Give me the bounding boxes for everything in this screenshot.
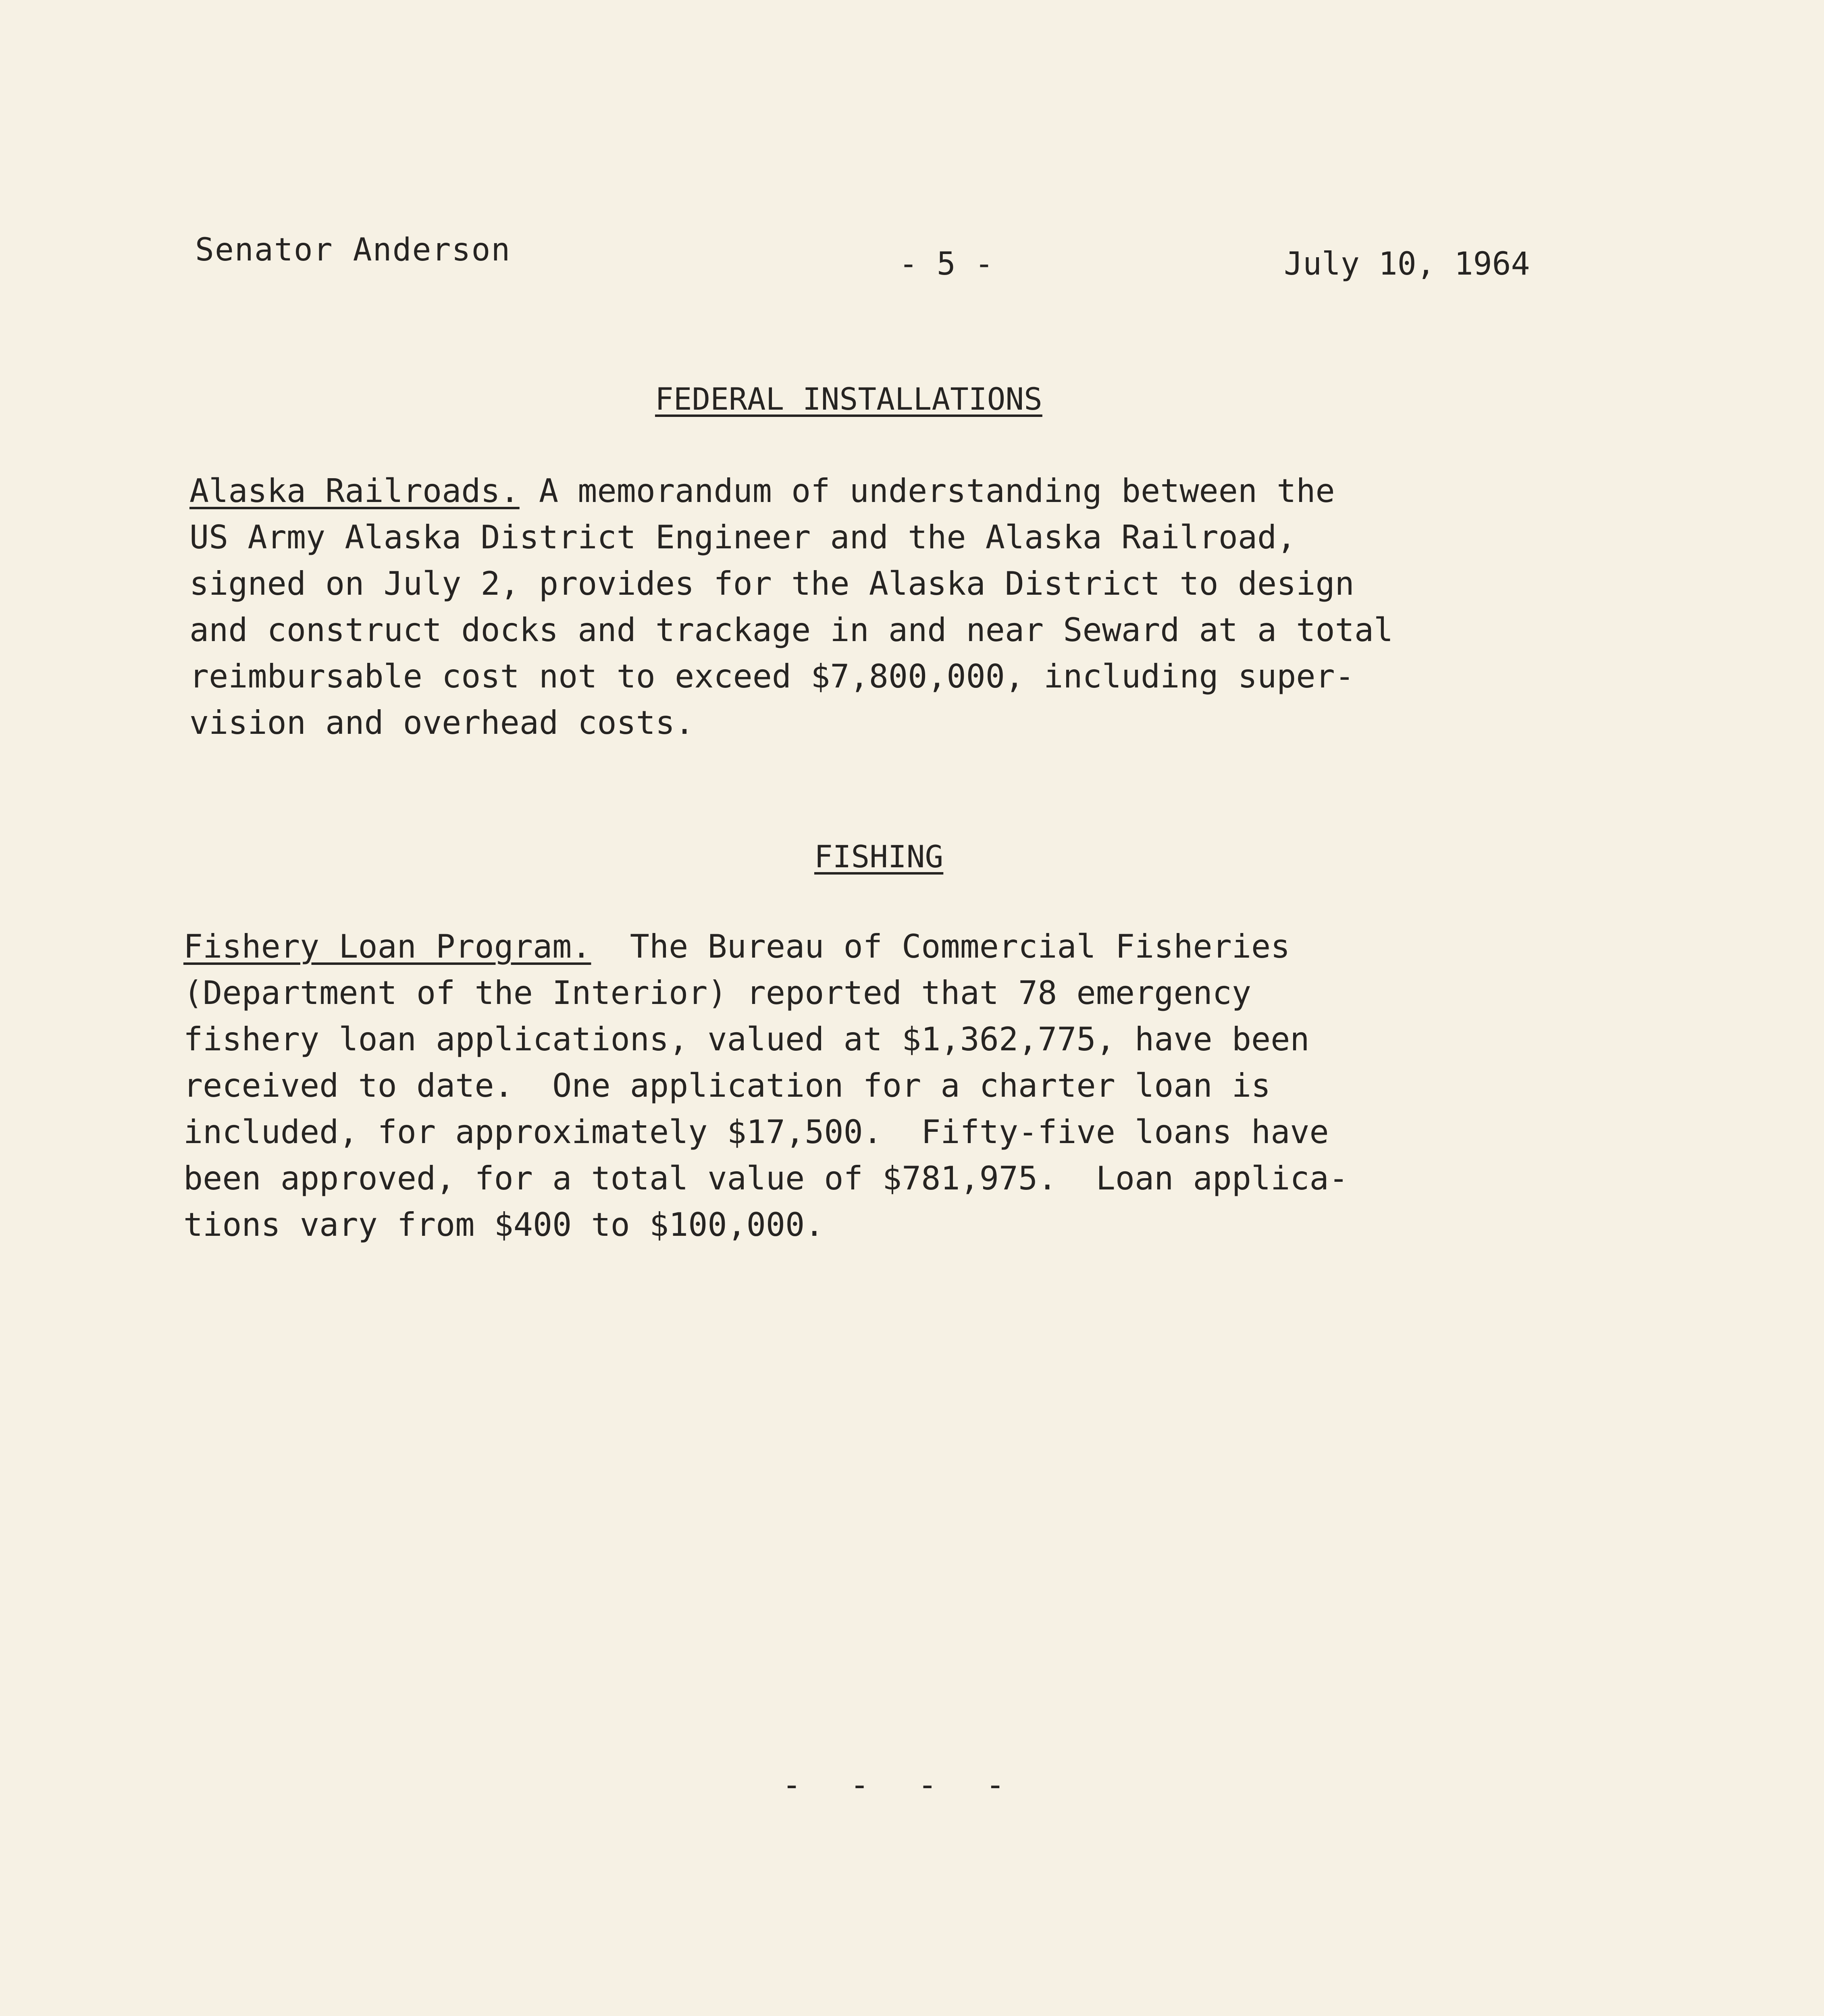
paragraph-alaska-railroads bbox=[189, 468, 1393, 746]
paragraph-lead-alaska-railroads: Alaska Railroads. bbox=[189, 472, 520, 510]
paragraph-fishery-loan-program bbox=[183, 923, 1348, 1248]
paragraph-line: received to date. One application for a charter loan is bbox=[183, 1067, 1271, 1104]
paragraph-line: A memorandum of understanding between the bbox=[519, 472, 1335, 510]
paragraph-line: US Army Alaska District Engineer and the Alaska Railroad, bbox=[189, 519, 1296, 556]
paragraph-line: and construct docks and trackage in and near Seward at a total bbox=[189, 611, 1393, 649]
end-of-section-mark: - - - - bbox=[782, 1766, 1020, 1804]
paragraph-line: (Department of the Interior) reported that 78 emergency bbox=[183, 974, 1252, 1012]
page-number: - 5 - bbox=[899, 246, 994, 282]
paragraph-line: tions vary from $400 to $100,000. bbox=[183, 1206, 824, 1243]
header-addressee: Senator Anderson bbox=[195, 232, 511, 268]
paragraph-line: reimbursable cost not to exceed $7,800,000, including super- bbox=[189, 658, 1354, 695]
paragraph-line: The Bureau of Commercial Fisheries bbox=[591, 928, 1290, 965]
section-heading-fishing: FISHING bbox=[814, 839, 944, 875]
paragraph-lead-fishery-loan-program: Fishery Loan Program. bbox=[183, 928, 591, 965]
paragraph-line: signed on July 2, provides for the Alaska District to design bbox=[189, 565, 1354, 602]
paragraph-line: fishery loan applications, valued at $1,362,775, have been bbox=[183, 1020, 1310, 1058]
header-date: July 10, 1964 bbox=[1284, 246, 1530, 282]
paragraph-line: included, for approximately $17,500. Fifty-five loans have bbox=[183, 1113, 1329, 1151]
paragraph-line: vision and overhead costs. bbox=[189, 704, 695, 741]
section-heading-federal-installations: FEDERAL INSTALLATIONS bbox=[655, 381, 1042, 417]
paragraph-line: been approved, for a total value of $781,975. Loan applica- bbox=[183, 1160, 1348, 1197]
